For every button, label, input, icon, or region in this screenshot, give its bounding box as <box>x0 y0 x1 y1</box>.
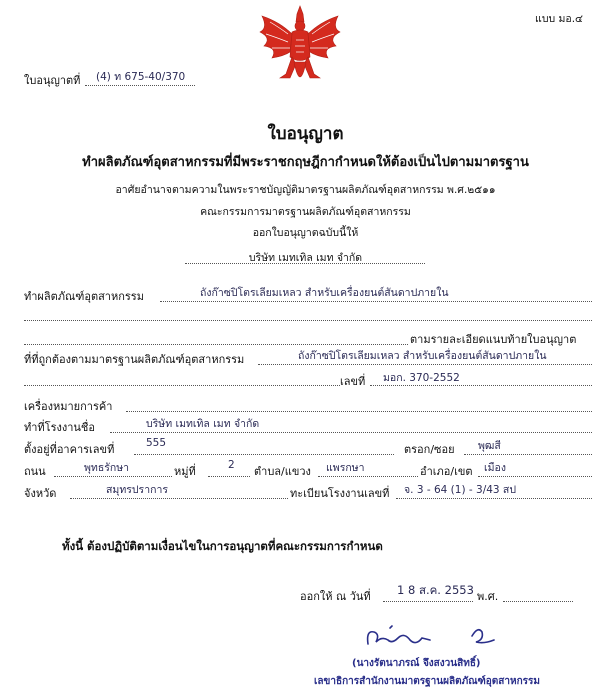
era-dots <box>503 601 573 602</box>
alley-value: พุฒสี <box>478 440 501 452</box>
province-dots <box>70 498 288 499</box>
factory-reg-dots <box>396 498 592 499</box>
road-dots <box>54 476 172 477</box>
factory-dots <box>110 432 592 433</box>
product-value: ถังก๊าซปิโตรเลียมเหลว สำหรับเครื่องยนต์สันดาปภายใน <box>200 287 449 299</box>
signature-icon <box>360 622 510 652</box>
signer-name: (นางรัตนาภรณ์ จึงสงวนสิทธิ์) <box>352 658 481 669</box>
number-label: เลขที่ <box>340 375 366 388</box>
form-code: แบบ มอ.๔ <box>535 13 583 25</box>
subdistrict-value: แพรกษา <box>326 462 365 474</box>
issued-label: ออกให้ ณ วันที่ <box>300 590 371 603</box>
moo-dots <box>208 476 250 477</box>
issue-line: ออกใบอนุญาตฉบับนี้ให้ <box>252 227 359 239</box>
standard-dots <box>258 364 592 365</box>
subtitle: ทำผลิตภัณฑ์อุตสาหกรรมที่มีพระราชกฤษฎีกากำหนดให้ต้องเป็นไปตามมาตรฐาน <box>82 155 529 170</box>
garuda-emblem-icon <box>250 2 350 98</box>
license-no-value: (4) ท 675-40/370 <box>96 71 186 83</box>
signer-title: เลขาธิการสำนักงานมาตรฐานผลิตภัณฑ์อุตสาหกรรม <box>314 676 540 687</box>
moo-label: หมู่ที่ <box>174 465 196 478</box>
trademark-label: เครื่องหมายการค้า <box>24 400 113 413</box>
product-dots <box>160 301 592 302</box>
authority-line: อาศัยอำนาจตามความในพระราชบัญญัติมาตรฐานผลิตภัณฑ์อุตสาหกรรม พ.ศ.๒๕๑๑ <box>115 184 496 196</box>
page-title: ใบอนุญาต <box>267 124 344 144</box>
district-dots <box>478 476 592 477</box>
annex-dots <box>24 344 408 345</box>
district-value: เมือง <box>484 462 506 474</box>
province-value: สมุทรปราการ <box>106 484 168 496</box>
standard-label: ที่ที่ถูกต้องตามมาตรฐานผลิตภัณฑ์อุตสาหกรรม <box>24 353 245 366</box>
subdistrict-dots <box>318 476 418 477</box>
era-label: พ.ศ. <box>477 590 499 603</box>
conditions-text: ทั้งนี้ ต้องปฏิบัติตามเงื่อนไขในการอนุญาตที่คณะกรรมการกำหนด <box>62 539 383 553</box>
alley-label: ตรอก/ซอย <box>404 443 455 456</box>
license-no-label: ใบอนุญาตที่ <box>24 74 81 87</box>
standard-value: ถังก๊าซปิโตรเลียมเหลว สำหรับเครื่องยนต์สันดาปภายใน <box>298 350 547 362</box>
factory-reg-value: จ. 3 - 64 (1) - 3/43 สป <box>404 484 516 496</box>
company-dots <box>185 263 425 264</box>
trademark-dots <box>126 411 592 412</box>
road-label: ถนน <box>24 465 46 478</box>
building-value: 555 <box>146 437 167 449</box>
license-no-dots <box>85 85 195 86</box>
factory-value: บริษัท เมทเทิล เมท จำกัด <box>146 418 260 430</box>
per-annex-text: ตามรายละเอียดแนบท้ายใบอนุญาต <box>410 333 577 346</box>
building-dots <box>134 454 394 455</box>
factory-label: ทำที่โรงงานชื่อ <box>24 421 96 434</box>
company-name: บริษัท เมทเทิล เมท จำกัด <box>248 252 363 264</box>
district-label: อำเภอ/เขต <box>420 465 473 478</box>
issued-dots <box>383 601 473 602</box>
road-value: พุทธรักษา <box>84 462 130 474</box>
subdistrict-label: ตำบล/แขวง <box>254 465 311 478</box>
moo-value: 2 <box>228 459 235 471</box>
number-lead-dots <box>24 385 340 386</box>
province-label: จังหวัด <box>24 487 57 500</box>
issued-value: 1 8 ส.ค. 2553 <box>397 583 474 597</box>
product-label: ทำผลิตภัณฑ์อุตสาหกรรม <box>24 290 144 303</box>
committee-line: คณะกรรมการมาตรฐานผลิตภัณฑ์อุตสาหกรรม <box>200 206 411 218</box>
factory-reg-label: ทะเบียนโรงงานเลขที่ <box>290 487 390 500</box>
alley-dots <box>464 454 592 455</box>
number-value: มอก. 370-2552 <box>383 372 460 384</box>
building-label: ตั้งอยู่ที่อาคารเลขที่ <box>24 443 115 456</box>
product-dots-2 <box>24 320 592 321</box>
